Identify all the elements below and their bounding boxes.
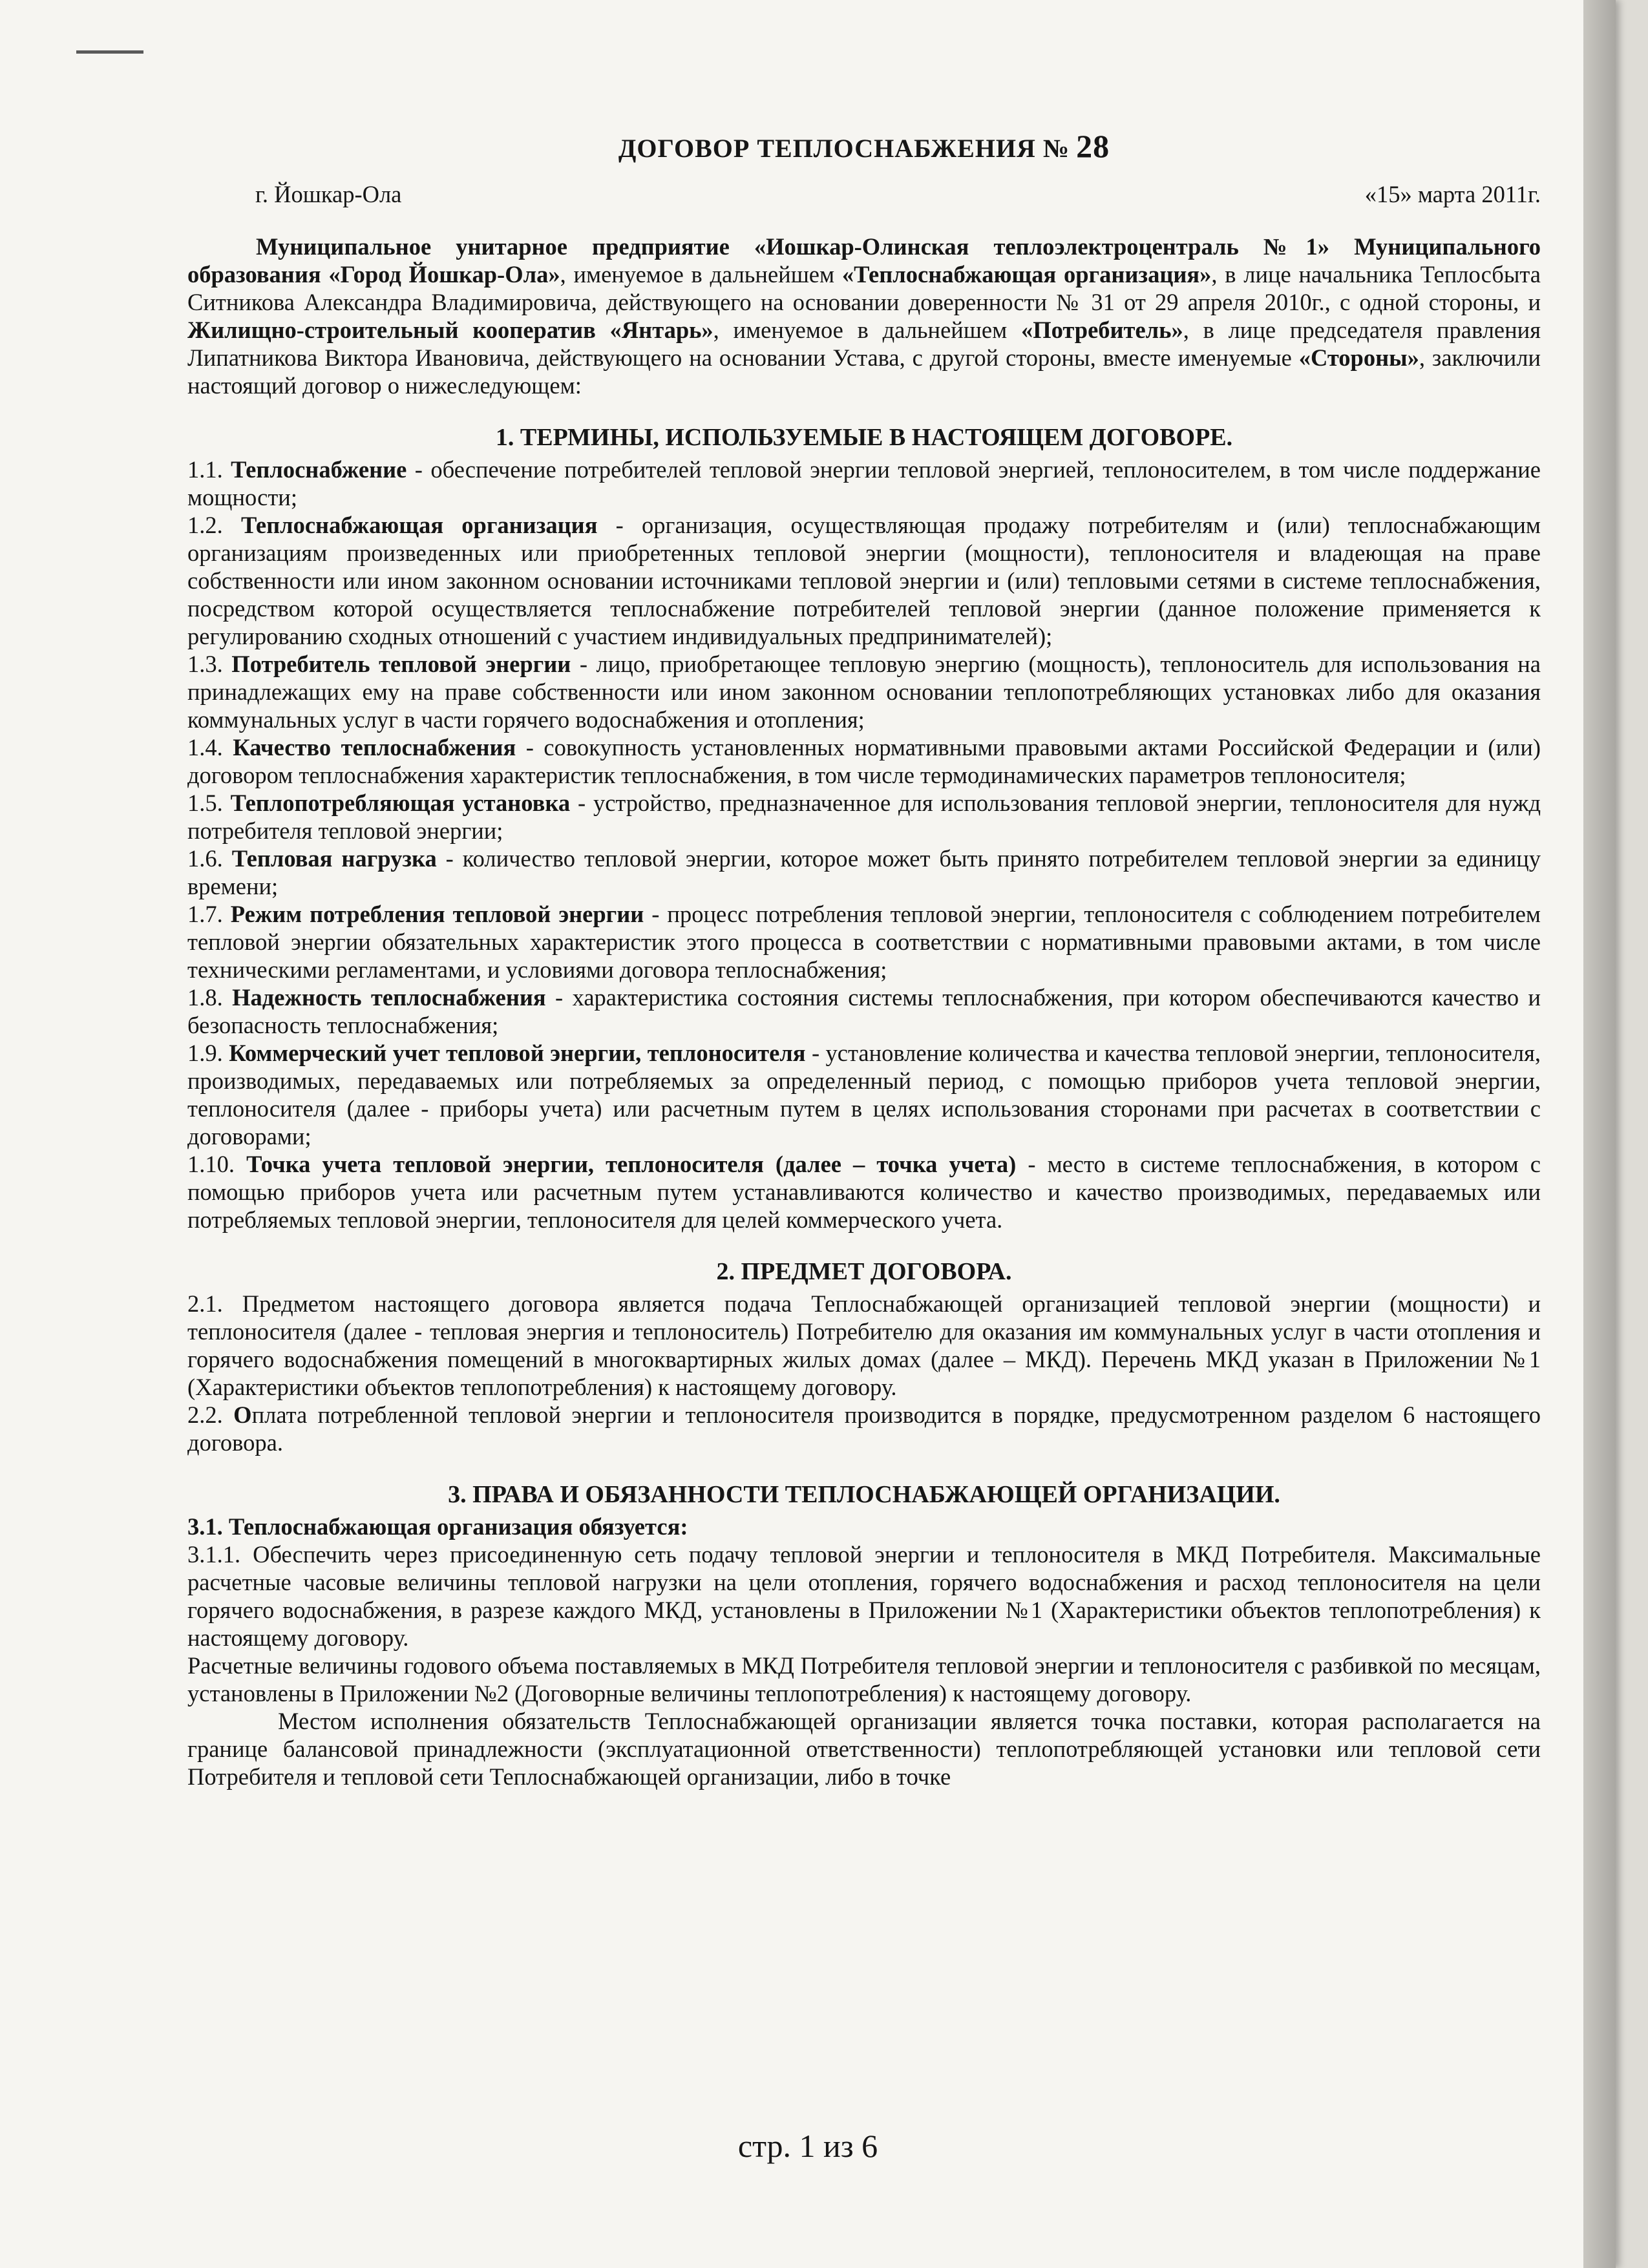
term-name: Теплоснабжающая организация: [240, 512, 598, 538]
clause-2-2-initial: О: [233, 1402, 252, 1428]
term-item: [187, 983, 1541, 1039]
term-number: 1.2.: [187, 512, 241, 538]
term-item: [187, 1039, 1541, 1150]
term-name: Тепловая нагрузка: [231, 845, 437, 872]
preamble-text-run: , заключили настоящий договор о нижеследующем:: [187, 344, 1541, 399]
term-name: Надежность теплоснабжения: [232, 984, 546, 1011]
term-name: Потребитель тепловой энергии: [231, 651, 571, 677]
page-edge-shadow: [1583, 0, 1616, 2268]
term-number: 1.1.: [187, 456, 231, 483]
term-name: Теплопотребляющая установка: [230, 790, 571, 816]
preamble-paragraph: [187, 233, 1541, 399]
term-name: Точка учета тепловой энергии, теплоносителя (далее – точка учета): [246, 1151, 1017, 1177]
term-item: [187, 1150, 1541, 1234]
term-number: 1.6.: [187, 845, 232, 872]
clause-3-1-1-place-of-performance: Местом исполнения обязательств Теплоснабжающей организации является точка поставки, которая располагается на границе балансовой принадлежности (эксплуатационной ответственности) теплопотребляющей установки или тепловой сети Потребителя и тепловой сети Теплоснабжающей организации, либо в точке: [187, 1708, 1541, 1790]
term-number: 1.8.: [187, 984, 233, 1011]
term-number: 1.7.: [187, 901, 231, 927]
term-number: 1.4.: [187, 734, 233, 761]
term-name: Качество теплоснабжения: [233, 734, 516, 761]
term-name: Коммерческий учет тепловой энергии, теплоносителя: [229, 1040, 806, 1066]
term-definition: - организация, осуществляющая продажу потребителям и (или) теплоснабжающим организациям произведенных или приобретенных тепловой энергии (мощности), теплоносителя и владеющая на праве собственности или ином законном основании источниками тепловой энергии и (или) тепловыми сетями в системе теплоснабжения, посредством которой осуществляется теплоснабжение потребителей тепловой энергии (данное положение применяется к регулированию сходных отношений с участием индивидуальных предпринимателей);: [187, 512, 1541, 649]
terms-list: [187, 456, 1541, 1234]
preamble-bold-run: Жилищно-строительный кооператив «Янтарь»: [187, 317, 713, 343]
term-item: [187, 733, 1541, 789]
term-definition: - лицо, приобретающее тепловую энергию (мощность), теплоноситель для использования на принадлежащих ему на праве собственности или ином законном основании теплопотребляющих установках либо для оказания коммунальных услуг в части горячего водоснабжения и отопления;: [187, 651, 1541, 733]
document-title: [187, 128, 1541, 164]
document-title-text: ДОГОВОР ТЕПЛОСНАБЖЕНИЯ №: [618, 134, 1070, 163]
section-1-heading: 1. ТЕРМИНЫ, ИСПОЛЬЗУЕМЫЕ В НАСТОЯЩЕМ ДОГОВОРЕ.: [495, 424, 1233, 451]
term-definition: - обеспечение потребителей тепловой энергии тепловой энергией, теплоносителем, в том числе поддержание мощности;: [187, 456, 1541, 510]
preamble-text-run: , в лице председателя правления Липатникова Виктора Ивановича, действующего на основании Устава, с другой стороны, вместе именуемые: [187, 317, 1541, 371]
clause-2-2-text: плата потребленной тепловой энергии и теплоносителя производится в порядке, предусмотренном разделом 6 настоящего договора.: [187, 1402, 1541, 1456]
term-number: 1.3.: [187, 651, 232, 677]
corner-mark: [76, 50, 143, 54]
document-body: [187, 128, 1541, 1790]
term-item: [187, 650, 1541, 733]
page-number: стр. 1 из 6: [737, 2128, 878, 2164]
term-name: Теплоснабжение: [231, 456, 407, 483]
clause-3-1-heading: 3.1. Теплоснабжающая организация обязуется:: [187, 1513, 688, 1540]
clause-3-1-1-annual-volume: Расчетные величины годового объема поставляемых в МКД Потребителя тепловой энергии и теплоносителя с разбивкой по месяцам, установлены в Приложении №2 (Договорные величины теплопотребления) к настоящему договору.: [187, 1652, 1541, 1706]
preamble-text-run: , в лице начальника Теплосбыта Ситникова Александра Владимировича, действующего на основании доверенности № 31 от 29 апреля 2010г., с одной стороны, и: [187, 261, 1541, 315]
term-item: [187, 900, 1541, 983]
term-name: Режим потребления тепловой энергии: [230, 901, 644, 927]
clause-2-2: [187, 1401, 1541, 1456]
term-definition: - место в системе теплоснабжения, в котором с помощью приборов учета или расчетным путем устанавливаются количество и качество производимых, передаваемых или потребляемых тепловой энергии, теплоносителя для целей коммерческого учета.: [187, 1151, 1541, 1233]
term-definition: - устройство, предназначенное для использования тепловой энергии, теплоносителя для нужд потребителя тепловой энергии;: [187, 790, 1541, 844]
section-2-heading: 2. ПРЕДМЕТ ДОГОВОРА.: [716, 1258, 1012, 1285]
clause-2-1: 2.1. Предметом настоящего договора является подача Теплоснабжающей организацией тепловой энергии (мощности) и теплоносителя (далее - тепловая энергия и теплоноситель) Потребителю для оказания им коммунальных услуг в части отопления и горячего водоснабжения помещений в многоквартирных жилых домах (далее – МКД). Перечень МКД указан в Приложении №1 (Характеристики объектов теплопотребления) к настоящему договору.: [187, 1290, 1541, 1400]
preamble-text-run: , именуемое в дальнейшем: [713, 317, 1021, 343]
term-definition: - количество тепловой энергии, которое может быть принято потребителем тепловой энергии за единицу времени;: [187, 845, 1541, 899]
contract-number: 28: [1076, 128, 1110, 164]
contract-date: «15» марта 2011г.: [1364, 181, 1541, 207]
preamble-bold-run: «Потребитель»: [1020, 317, 1183, 343]
term-number: 1.9.: [187, 1040, 229, 1066]
term-definition: - характеристика состояния системы теплоснабжения, при котором обеспечиваются качество и безопасность теплоснабжения;: [187, 984, 1541, 1038]
clause-2-2-number: 2.2.: [187, 1402, 234, 1428]
term-definition: - совокупность установленных нормативными правовыми актами Российской Федерации и (или) договором теплоснабжения характеристик теплоснабжения, в том числе термодинамических параметров теплоносителя;: [187, 734, 1541, 788]
term-definition: - установление количества и качества тепловой энергии, теплоносителя, производимых, передаваемых или потребляемых за определенный период, с помощью приборов учета тепловой энергии, теплоносителя (далее - приборы учета) или расчетным путем в целях использования сторонами при расчетах в соответствии с договорами;: [187, 1040, 1541, 1150]
term-definition: - процесс потребления тепловой энергии, теплоносителя с соблюдением потребителем тепловой энергии обязательных характеристик этого процесса в соответствии с нормативными правовыми актами, в том числе техническими регламентами, и условиями договора теплоснабжения;: [187, 901, 1541, 983]
term-item: [187, 845, 1541, 900]
preamble-bold-run: «Теплоснабжающая организация»: [841, 261, 1212, 288]
term-item: [187, 511, 1541, 650]
clause-3-1-1: 3.1.1. Обеспечить через присоединенную сеть подачу тепловой энергии и теплоносителя в МКД Потребителя. Максимальные расчетные часовые величины тепловой нагрузки на цели отопления, горячего водоснабжения и расход теплоносителя на цели горячего водоснабжения, в разрезе каждого МКД, установлены в Приложении №1 (Характеристики объектов теплопотребления) к настоящему договору.: [187, 1541, 1541, 1651]
term-item: [187, 789, 1541, 845]
section-3-heading: 3. ПРАВА И ОБЯЗАННОСТИ ТЕПЛОСНАБЖАЮЩЕЙ ОРГАНИЗАЦИИ.: [448, 1481, 1280, 1508]
city: г. Йошкар-Ола: [255, 181, 402, 207]
preamble-bold-run: «Стороны»: [1298, 344, 1419, 371]
place-date-line: [187, 180, 1541, 208]
preamble-text-run: , именуемое в дальнейшем: [560, 261, 842, 288]
term-number: 1.5.: [187, 790, 231, 816]
term-item: [187, 456, 1541, 511]
preamble-bold-run: Муниципальное унитарное предприятие «Иошкар-Олинская теплоэлектроцентраль №1» Муниципального образования «Город Йошкар-Ола»: [187, 233, 1541, 288]
term-number: 1.10.: [187, 1151, 247, 1177]
